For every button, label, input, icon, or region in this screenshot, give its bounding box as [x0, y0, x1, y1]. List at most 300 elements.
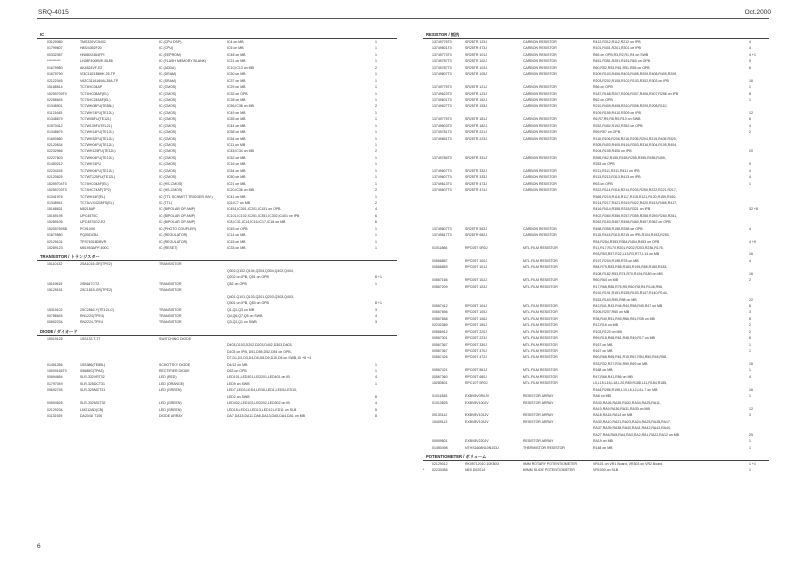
part-name: M51953AFP-600C: [80, 246, 109, 250]
description: RESISTOR ARRAY: [523, 419, 554, 424]
description: IC (RESET): [159, 246, 178, 250]
part-name: NTHS1608N10N103J: [465, 445, 499, 450]
part-name: EXBV8V220JV: [465, 439, 489, 444]
part-code: 13749776T0: [432, 40, 452, 44]
location: IC56,IC38 on MB: [227, 104, 254, 109]
part-name: 2SB647CTZ: [80, 281, 100, 286]
part-code: 01450498: [432, 445, 448, 450]
description: MTL.FILM RESISTOR: [523, 265, 558, 270]
section-title: IC: [37, 32, 397, 39]
part-name: SR25TR 563J: [465, 226, 487, 231]
location: Q3,Q2,Q1 on SWB: [227, 320, 257, 325]
location: RA30,RA10,RA21,RA23,RA24,RA25,RA28,RA17,: [593, 419, 671, 424]
part-name: RPC05T 0R0J: [465, 246, 488, 250]
location: D103 on IPB, D51,D55,D52,D54 on OPB,: [227, 349, 292, 354]
description: RECTIFIER DIODE: [159, 369, 190, 373]
location: IC28 on MB: [227, 97, 246, 102]
part-code: 15289123: [47, 246, 63, 250]
part-code: 02129234: [47, 407, 63, 412]
description: TRANSISTOR: [159, 320, 182, 325]
location: LED18,LED11,LED13,LED12,LED11 on SLB: [227, 407, 297, 412]
description: IC (CMOS): [159, 155, 177, 160]
part-code: 13749781T0: [432, 130, 452, 135]
quantity: 1: [375, 381, 377, 386]
description: IC (CMOS): [159, 136, 177, 141]
part-code: 00566857: [432, 258, 448, 263]
quantity: 1: [375, 52, 377, 57]
description: CARBON RESISTOR: [523, 97, 557, 102]
description: IC (BIPOLAR OP AMP): [159, 220, 196, 225]
parts-row: [37, 413, 397, 419]
part-code: 15110132: [47, 262, 63, 267]
part-name: TC7WH125FU(TE12L): [80, 149, 116, 154]
location: LED9 on SWB: [227, 381, 250, 386]
description: CARBON RESISTOR: [523, 85, 557, 90]
description: MTL.FILM RESISTOR: [523, 303, 558, 308]
part-name: SR25TR 181J: [465, 117, 487, 122]
location: IC21 on MB: [227, 59, 246, 64]
description: LED (RED): [159, 375, 177, 380]
parts-row: [423, 467, 769, 473]
part-name: SR25TR 123J: [465, 91, 487, 96]
quantity: 1: [375, 46, 377, 51]
part-code: 13749817T0: [432, 233, 452, 238]
part-name: SLR-325MCT31: [80, 388, 106, 393]
location: R197,R204,R198,R78 on MB: [593, 258, 639, 263]
part-name: TC74HC08AF(EL): [80, 91, 109, 96]
part-code: 00567412: [432, 303, 448, 308]
description: CARBON RESISTOR: [523, 46, 557, 51]
quantity: 1: [375, 110, 377, 115]
location: R101,R401,R201,R301 on IPB: [593, 46, 641, 51]
quantity: 2: [749, 278, 751, 283]
part-code: 13749623T0: [432, 91, 452, 96]
location: IC14 on MB: [227, 233, 246, 238]
description: CARBON RESISTOR: [523, 117, 557, 122]
location: RA10,RA9,RA36,RA31,RA30 on MB: [593, 406, 650, 411]
location: IC52 on MB: [227, 155, 246, 160]
quantity: 1: [375, 226, 377, 231]
quantity: 1: [749, 97, 751, 102]
quantity: 3: [375, 320, 377, 325]
quantity: 4: [749, 123, 751, 128]
location: R211,R111,R311,R411 on IPB: [593, 168, 640, 173]
location: R59,R57 on OPB: [593, 130, 621, 135]
location: RA18,RA16,RA14 on MB: [593, 413, 633, 418]
part-name: EXBV8V0R0JV: [465, 394, 490, 399]
quantity: 1: [749, 439, 751, 444]
location: R322,R114,R316,R214,R203,R259,R222,R221,R217,: [593, 188, 677, 193]
description: CARBON RESISTOR: [523, 188, 557, 193]
location: RA8 on MB: [593, 394, 611, 399]
part-name: LNG12AD(CB): [80, 407, 104, 412]
location: R104,R105,R406 on IPB: [593, 149, 632, 154]
location: IC54 on MB: [227, 136, 246, 141]
part-name: AK4524VF-E2: [80, 65, 103, 70]
location: R209,R103,R406,R403,R405,R209,R408,R409,R209,: [593, 72, 678, 77]
description: THERMISTOR RESISTOR: [523, 445, 565, 450]
location: R252,R452,R152,R352 on OPB: [593, 123, 643, 128]
quantity: 6: [375, 220, 377, 225]
part-code: 15259703T0: [47, 188, 67, 193]
quantity: 5: [749, 59, 751, 64]
location: R60,R64 on MB: [593, 278, 618, 283]
description: CARBON RESISTOR: [523, 181, 557, 186]
quantity: 1: [375, 162, 377, 167]
part-code: 00694654: [47, 375, 63, 380]
quantity: 3: [375, 307, 377, 312]
part-code: 15209769S8: [47, 226, 67, 231]
location: R116,R106,R206,R216,R205,R204,R215,R405,R320,: [593, 136, 677, 141]
quantity: 2: [749, 323, 751, 328]
description: LED (GREEN): [159, 407, 182, 412]
location: IC15 on MB: [227, 239, 246, 244]
location: R113,R213,R313,R413 on IPB: [593, 175, 641, 180]
quantity: 1: [375, 168, 377, 173]
location: IC54 on MB: [227, 168, 246, 173]
part-code: 15289105: [47, 220, 63, 225]
quantity: 6: [749, 65, 751, 70]
location: VR1000 on SLB: [593, 468, 619, 473]
part-name: RPC05T 150J: [465, 323, 487, 328]
part-code: 00909801: [432, 439, 448, 444]
description: SWITCHING DIODE: [159, 336, 192, 341]
description: MTL.FILM RESISTOR: [523, 246, 558, 250]
description: MTL.FILM RESISTOR: [523, 374, 558, 379]
part-code: 00130112: [432, 413, 448, 418]
part-name: TC7WH08FU(TE85L): [80, 104, 114, 109]
part-name: M5218AP: [80, 207, 96, 212]
quantity: 22: [749, 297, 753, 302]
part-code: 13749627T0: [432, 104, 452, 109]
description: IC (FLASH MEMORY BLANK): [159, 59, 207, 64]
description: IC (CMOS): [159, 110, 177, 115]
part-name: 2SC1815-GR(TPE2): [80, 288, 113, 293]
quantity: 6: [749, 117, 751, 122]
part-name: SR25TR 332J: [465, 168, 487, 173]
location: R63 on OPB: [593, 181, 613, 186]
location: R59,R18,R68,R61,R48,R49,R17 on MB: [593, 336, 655, 341]
quantity: 1: [375, 155, 377, 160]
description: LED (GREEN): [159, 401, 182, 406]
location: Q401,Q101,Q103,Q201,Q203,Q303,Q403,: [227, 294, 294, 299]
part-code: 02129012: [432, 462, 448, 466]
description: TRANSISTOR: [159, 288, 182, 293]
part-name: PC910XK: [80, 226, 96, 231]
location: IC29 on MB: [227, 85, 246, 90]
location: IC5 on MB: [227, 46, 244, 51]
quantity: 1: [749, 181, 751, 186]
location: R103,R120 on MB: [593, 329, 622, 334]
location: LED7,LED3,LED4,LED6,LED1,LED5,LED10,: [227, 388, 298, 393]
part-code: 13749603T0: [432, 123, 452, 128]
part-code: 15168631: [47, 207, 63, 212]
part-name: TC7WH04FU(TE12L): [80, 143, 114, 147]
part-code: 15119615: [47, 281, 63, 286]
location: IC20,IC36 on MB: [227, 188, 254, 193]
quantity: 8: [749, 303, 751, 308]
quantity: 1: [375, 369, 377, 373]
part-code: 13749601T0: [432, 46, 452, 51]
part-name: SR25TR 182J: [465, 123, 487, 128]
header-rule: [37, 18, 769, 19]
part-code: 13749775T0: [432, 117, 452, 122]
location: R253 on OPB: [593, 162, 615, 167]
part-name: TPS76318DBVR: [80, 239, 107, 244]
description: MTL.FILM RESISTOR: [523, 310, 558, 315]
description: MTL.FILM RESISTOR: [523, 381, 558, 386]
part-code: 15168514: [47, 85, 63, 90]
part-code: 01690680: [47, 136, 63, 141]
location: R108,R182,R53,R74,R70,R194,R180 on MB: [593, 271, 663, 276]
quantity: 2: [749, 329, 751, 334]
location: R56 on OPB: [593, 85, 613, 90]
description: CARBON RESISTOR: [523, 40, 557, 44]
part-name: SR25TR 103J: [465, 65, 487, 70]
location: IC30 on MB: [227, 72, 246, 77]
location: LED402,LED102,LED202,LED302 on IB: [227, 401, 290, 406]
location: D7,D1,D2,D3,D4,D6,D8,D9,D10,D5 on SWB,10 +8 +4: [227, 356, 312, 361]
quantity: 12: [749, 110, 753, 115]
part-name: RN1224(TPE4): [80, 313, 104, 318]
quantity: 16: [749, 78, 753, 83]
part-code: 01570412: [47, 123, 63, 128]
quantity: 1: [749, 368, 751, 373]
location: R62 on OPB: [593, 97, 613, 102]
part-name: 2SA1015-GR(TPE2): [80, 262, 112, 267]
part-code: 15019125: [47, 336, 63, 341]
part-name: RPC10T 0R0J: [465, 381, 488, 386]
part-code: 13749773T0: [432, 52, 452, 57]
description: LED (GREEN): [159, 388, 182, 393]
location: IC4 on MB: [227, 40, 244, 44]
quantity: 4: [375, 207, 377, 212]
quantity: 4: [749, 258, 751, 263]
quantity: 8: [749, 91, 751, 96]
part-code: 13749601T0: [432, 97, 452, 102]
location: R109,R159,R410,R309 on IPB: [593, 110, 641, 115]
description: IC (CMOS): [159, 162, 177, 167]
part-name: SR25TR 331J: [465, 155, 487, 160]
part-name: RPC05T 680J: [465, 374, 487, 379]
location: L5,L15,L16,L18,L20,R89,R188,L11,R184,R185,: [593, 381, 668, 386]
part-name: UPC4570G2-E2: [80, 220, 106, 225]
quantity: 16: [749, 387, 753, 392]
part-name: 2SC2862-Y(TE12L,C): [80, 307, 115, 312]
quantity: 1: [749, 445, 751, 450]
location: R210,R409,R408,R310,R308,R209,R208,R110,: [593, 104, 668, 109]
location: VR101 on VR1 Board, VR303 on VR2 Board: [593, 462, 663, 466]
location: R65 on OPB,R3,R2,R1,R4 on SWB: [593, 52, 649, 57]
location: R47,R66,R41,R56 on MB: [593, 374, 633, 379]
part-name: RPC05T 106J: [465, 316, 487, 321]
location: IC8,IC31,IC14,IC16,IC17,IC18 on MB: [227, 220, 286, 225]
part-name: SR25TR 221J: [465, 130, 487, 135]
description: IC (CMOS): [159, 149, 177, 154]
quantity: 1: [375, 136, 377, 141]
description: MTL.FILM RESISTOR: [523, 284, 558, 289]
quantity: 4: [749, 46, 751, 51]
part-name: SR25TR 473J: [465, 181, 487, 186]
part-name: RPC05T 101J: [465, 265, 487, 270]
location: IC44 on MB: [227, 123, 246, 128]
location: Q4,Q6,Q7,Q5 on SWB: [227, 313, 263, 318]
quantity: 1: [375, 130, 377, 135]
description: MTL.FILM RESISTOR: [523, 349, 558, 353]
part-code: 00332357: [47, 52, 63, 57]
description: IC (CPU): [159, 46, 174, 51]
part-name: SLR-332MGT32: [80, 401, 106, 406]
location: R36,R40,R51,R93,R66,R61,R35 on MB: [593, 316, 655, 321]
description: MTL.FILM RESISTOR: [523, 355, 558, 360]
part-code: 15259704T0: [47, 181, 67, 186]
part-name: LH28F400BVE-BL85: [80, 59, 113, 64]
part-name: SR25TR 105J: [465, 72, 487, 77]
description: IC (CMOS): [159, 104, 177, 109]
part-name: TC7W139FUTE12L): [80, 123, 112, 128]
part-code: 15280601: [432, 381, 448, 386]
quantity: 4: [749, 175, 751, 180]
section-title: POTENTIOMETER / ボリューム: [423, 454, 769, 461]
part-code: 00567367: [432, 349, 448, 353]
quantity: 8 +1: [375, 275, 382, 280]
part-code: 13749807T0: [432, 72, 452, 77]
location: IC11 on MB: [227, 143, 246, 147]
part-name: SR25TR 123J: [465, 40, 487, 44]
part-code: 15169195: [47, 213, 63, 218]
location: RA37,RA39,RA38,RA40,RA41,RA42,RA43,RA44,: [593, 426, 671, 431]
location: R416,R414,R358,R318,R321 on IPB: [593, 207, 651, 212]
description: MTL.FILM RESISTOR: [523, 368, 558, 373]
location: IC37 on MB: [227, 78, 246, 83]
part-name: HN58X2464FPI: [80, 52, 105, 57]
part-name: SR25TR 102J: [465, 59, 487, 64]
description: CARBON RESISTOR: [523, 226, 557, 231]
location: Q202 on IPB, Q51 on OPB: [227, 275, 269, 280]
part-code: 01797049: [47, 381, 63, 386]
part-name: TC7W08FU(TE12L): [80, 117, 112, 122]
quantity: 5: [375, 407, 377, 412]
part-name: RPC05T 470J: [465, 349, 487, 353]
part-code: 13749613T0: [432, 181, 452, 186]
description: CARBON RESISTOR: [523, 136, 557, 141]
location: IC41 on MB: [227, 194, 246, 199]
part-code: 02256645: [47, 97, 63, 102]
part-code: 01348941: [47, 200, 63, 205]
part-name: RPC05T 472J: [465, 355, 487, 360]
part-code: 00567658: [432, 316, 448, 321]
description: RESISTOR ARRAY: [523, 439, 554, 444]
location: D53 on OPB: [227, 369, 247, 373]
location: R54,R254,R353,R354,R454,R453 on OPB: [593, 239, 660, 244]
location: R305,R403,R405,R416,R303,R316,R304,R105,R404,: [593, 143, 678, 147]
part-name: RPC05T 104J: [465, 303, 487, 308]
location: LED101,LED301,LED201,LED401 on IB: [227, 375, 290, 380]
location: IC55 on MB: [227, 117, 246, 122]
location: R115,R415,R315,R215 on IPB,R104,R153,R253,: [593, 233, 670, 238]
section-title: TRANSISTOR / トランジスター: [37, 254, 397, 261]
part-name: UPC4570C: [80, 213, 98, 218]
location: R12,R16 on MB: [593, 323, 618, 328]
location: Q1,Q2,Q3 on MB: [227, 307, 255, 312]
location: IC50 on MB: [227, 175, 246, 180]
quantity: 1: [375, 233, 377, 238]
description: IC (BIPOLAR OP AMP): [159, 207, 196, 212]
part-code: 13749807T0: [432, 226, 452, 231]
quantity: 9: [749, 162, 751, 167]
description: IC (TTL): [159, 200, 173, 205]
part-code: 01010825: [432, 400, 448, 405]
quantity: 20: [749, 149, 753, 154]
part-name: TC74HC74AF(TP2): [80, 188, 111, 193]
part-code: 13749787T0: [432, 65, 452, 70]
location: D403,D103,D202,D203,D402,D303,D403,: [227, 343, 293, 348]
part-name: SLR-332VRT32: [80, 375, 105, 380]
quantity: 3: [749, 310, 751, 315]
location: IC6,IC7 on MB: [227, 200, 250, 205]
quantity: 8 +1: [375, 301, 382, 306]
description: RESISTOR ARRAY: [523, 394, 554, 399]
quantity: 2: [375, 65, 377, 70]
quantity: 1: [375, 246, 377, 250]
part-code: 01348679: [47, 117, 63, 122]
part-code: 13749775T0: [432, 85, 452, 90]
section-title: RESISTOR / 抵抗: [423, 32, 769, 39]
description: 9MM ROTARY POTENTIOMETER: [523, 462, 578, 466]
part-name: H8S/4392F20: [80, 46, 102, 51]
description: RESISTOR ARRAY: [523, 400, 554, 405]
description: IC (ADDA): [159, 65, 176, 70]
quantity: 8: [749, 316, 751, 321]
part-name: TC74HC04AF(EL): [80, 181, 109, 186]
part-code: 13749607T0: [432, 175, 452, 180]
quantity: 2: [375, 149, 377, 154]
description: IC (TTL SCHMITT TRIGGER INV.): [159, 194, 213, 199]
part-name: SR25TR 121J: [465, 85, 487, 90]
location: R11,R17,R170,R201,R202,R203,R236,R176,: [593, 246, 664, 250]
part-name: SR25TR 682J: [465, 233, 487, 238]
quantity: 8: [375, 394, 377, 399]
quantity: 1: [375, 117, 377, 122]
location: IC53 on OPB: [227, 226, 248, 231]
part-name: SR25TR 101J: [465, 52, 487, 57]
part-code: 15259709T0: [47, 91, 67, 96]
description: IC (DRAM): [159, 72, 177, 77]
part-code: 02234245: [47, 168, 63, 173]
location: RA27,RA6,RA5,RA4,RA3,RA2,RA1,RA22,RA12 on MB: [593, 432, 679, 437]
location: DA7,DA15,DA11,DA6,DA13,DA5,DA4,DA1 on MB: [227, 414, 305, 419]
description: IC (PHOTO COUPLER): [159, 226, 197, 231]
quantity: 16: [749, 271, 753, 276]
description: IC (CMOS): [159, 85, 177, 90]
location: R167 on MB: [593, 349, 613, 353]
part-code: 01799607: [47, 46, 63, 51]
part-code: **********: [47, 59, 61, 64]
part-code: 02129101: [47, 239, 63, 244]
quantity: 3: [749, 413, 751, 418]
part-code: 01679980: [47, 65, 63, 70]
quantity: 32 +8: [749, 207, 758, 212]
description: CARBON RESISTOR: [523, 72, 557, 77]
part-name: RPC05T 105J: [465, 310, 487, 315]
part-name: TC7WH74FU: [80, 162, 102, 167]
location: IC16 on MB: [227, 162, 246, 167]
part-name: SR25TR 333J: [465, 175, 487, 180]
location: R355,R62,R155,R158,R255,R355,R455,R455,: [593, 155, 666, 160]
quantity: 1: [375, 85, 377, 90]
quantity: 2: [375, 200, 377, 205]
part-name: TC7WH32FU(TE12L): [80, 136, 114, 141]
